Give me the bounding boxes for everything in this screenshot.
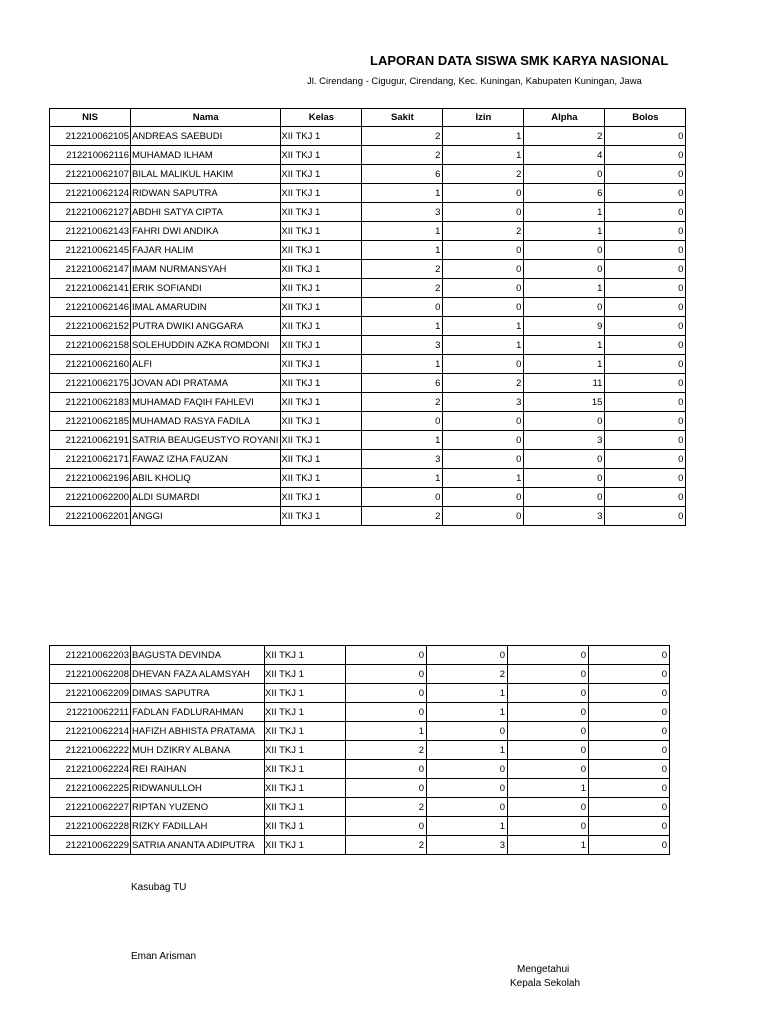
cell-alpha: 1 (524, 336, 605, 355)
cell-alpha: 0 (508, 798, 589, 817)
cell-alpha: 0 (524, 165, 605, 184)
cell-kelas: XII TKJ 1 (265, 722, 346, 741)
cell-nama: ANDREAS SAEBUDI (131, 127, 281, 146)
table-row (50, 741, 670, 760)
header-izin: Izin (443, 109, 524, 127)
cell-nama: IMAL AMARUDIN (131, 298, 281, 317)
cell-nama: BILAL MALIKUL HAKIM (131, 165, 281, 184)
cell-kelas: XII TKJ 1 (281, 355, 362, 374)
cell-nis: 212210062229 (50, 836, 131, 855)
cell-kelas: XII TKJ 1 (281, 203, 362, 222)
cell-nis: 212210062105 (50, 127, 131, 146)
cell-nis: 212210062116 (50, 146, 131, 165)
cell-sakit: 1 (346, 722, 427, 741)
cell-nis: 212210062222 (50, 741, 131, 760)
cell-kelas: XII TKJ 1 (281, 222, 362, 241)
cell-sakit: 0 (362, 488, 443, 507)
cell-izin: 0 (443, 203, 524, 222)
cell-nis: 212210062225 (50, 779, 131, 798)
cell-izin: 0 (443, 298, 524, 317)
cell-bolos: 0 (589, 779, 670, 798)
cell-kelas: XII TKJ 1 (265, 798, 346, 817)
cell-izin: 3 (427, 836, 508, 855)
cell-sakit: 2 (362, 507, 443, 526)
cell-sakit: 0 (346, 817, 427, 836)
cell-kelas: XII TKJ 1 (281, 431, 362, 450)
cell-nama: REI RAIHAN (131, 760, 265, 779)
cell-alpha: 15 (524, 393, 605, 412)
cell-alpha: 0 (508, 722, 589, 741)
cell-bolos: 0 (589, 760, 670, 779)
table-row (50, 450, 686, 469)
cell-izin: 0 (443, 184, 524, 203)
table-row (50, 317, 686, 336)
cell-nis: 212210062171 (50, 450, 131, 469)
student-table-page1 (49, 108, 686, 526)
table-row (50, 355, 686, 374)
cell-nis: 212210062127 (50, 203, 131, 222)
table-row (50, 127, 686, 146)
school-address: Jl. Cirendang - Cigugur, Cirendang, Kec. Kuningan, Kabupaten Kuningan, Jawa (307, 76, 642, 87)
cell-kelas: XII TKJ 1 (265, 665, 346, 684)
cell-izin: 2 (443, 374, 524, 393)
cell-nis: 212210062201 (50, 507, 131, 526)
cell-bolos: 0 (589, 722, 670, 741)
table-header-row (50, 109, 686, 127)
table-row (50, 336, 686, 355)
cell-kelas: XII TKJ 1 (281, 507, 362, 526)
cell-nis: 212210062175 (50, 374, 131, 393)
cell-bolos: 0 (605, 184, 686, 203)
cell-alpha: 1 (508, 836, 589, 855)
cell-izin: 0 (443, 507, 524, 526)
cell-izin: 1 (427, 741, 508, 760)
cell-nis: 212210062146 (50, 298, 131, 317)
cell-nis: 212210062143 (50, 222, 131, 241)
cell-izin: 1 (427, 684, 508, 703)
cell-sakit: 0 (346, 760, 427, 779)
cell-alpha: 0 (508, 703, 589, 722)
cell-kelas: XII TKJ 1 (281, 469, 362, 488)
cell-nama: ALFI (131, 355, 281, 374)
cell-bolos: 0 (605, 165, 686, 184)
cell-kelas: XII TKJ 1 (281, 241, 362, 260)
table-row (50, 279, 686, 298)
cell-sakit: 1 (362, 184, 443, 203)
table-row (50, 298, 686, 317)
cell-izin: 0 (443, 488, 524, 507)
cell-nama: FAJAR HALIM (131, 241, 281, 260)
cell-izin: 1 (443, 336, 524, 355)
cell-izin: 0 (443, 412, 524, 431)
cell-nama: RIDWANULLOH (131, 779, 265, 798)
header-bolos: Bolos (605, 109, 686, 127)
cell-alpha: 6 (524, 184, 605, 203)
cell-nis: 212210062196 (50, 469, 131, 488)
cell-nis: 212210062147 (50, 260, 131, 279)
cell-sakit: 2 (362, 146, 443, 165)
cell-izin: 2 (427, 665, 508, 684)
cell-kelas: XII TKJ 1 (281, 260, 362, 279)
cell-nama: RIZKY FADILLAH (131, 817, 265, 836)
cell-kelas: XII TKJ 1 (281, 165, 362, 184)
table-row (50, 374, 686, 393)
cell-alpha: 0 (524, 298, 605, 317)
signature-left-name: Eman Arisman (131, 951, 197, 962)
cell-bolos: 0 (605, 412, 686, 431)
cell-nis: 212210062160 (50, 355, 131, 374)
cell-nama: ERIK SOFIANDI (131, 279, 281, 298)
cell-izin: 3 (443, 393, 524, 412)
cell-alpha: 0 (524, 450, 605, 469)
cell-sakit: 1 (362, 431, 443, 450)
cell-kelas: XII TKJ 1 (265, 760, 346, 779)
cell-nama: FADLAN FADLURAHMAN (131, 703, 265, 722)
cell-izin: 0 (427, 779, 508, 798)
cell-bolos: 0 (605, 355, 686, 374)
cell-nama: RIDWAN SAPUTRA (131, 184, 281, 203)
cell-nama: FAWAZ IZHA FAUZAN (131, 450, 281, 469)
cell-sakit: 1 (362, 241, 443, 260)
cell-nama: DIMAS SAPUTRA (131, 684, 265, 703)
table-row (50, 779, 670, 798)
cell-izin: 0 (427, 646, 508, 665)
cell-nis: 212210062183 (50, 393, 131, 412)
cell-bolos: 0 (589, 836, 670, 855)
cell-nis: 212210062185 (50, 412, 131, 431)
cell-bolos: 0 (605, 222, 686, 241)
header-alpha: Alpha (524, 109, 605, 127)
table-row (50, 412, 686, 431)
cell-alpha: 0 (524, 241, 605, 260)
cell-izin: 1 (443, 127, 524, 146)
cell-nis: 212210062203 (50, 646, 131, 665)
cell-sakit: 1 (362, 222, 443, 241)
cell-bolos: 0 (605, 203, 686, 222)
cell-sakit: 0 (362, 412, 443, 431)
cell-alpha: 0 (508, 665, 589, 684)
cell-nis: 212210062158 (50, 336, 131, 355)
cell-sakit: 3 (362, 450, 443, 469)
table-row (50, 646, 670, 665)
cell-bolos: 0 (605, 317, 686, 336)
header-kelas: Kelas (281, 109, 362, 127)
cell-sakit: 6 (362, 165, 443, 184)
cell-kelas: XII TKJ 1 (265, 703, 346, 722)
signature-left-title: Kasubag TU (131, 882, 187, 893)
cell-nama: ABDHI SATYA CIPTA (131, 203, 281, 222)
cell-alpha: 0 (524, 260, 605, 279)
cell-sakit: 0 (346, 665, 427, 684)
cell-sakit: 2 (362, 127, 443, 146)
cell-nama: FAHRI DWI ANDIKA (131, 222, 281, 241)
cell-kelas: XII TKJ 1 (265, 741, 346, 760)
cell-alpha: 0 (524, 412, 605, 431)
cell-sakit: 2 (346, 741, 427, 760)
cell-kelas: XII TKJ 1 (281, 127, 362, 146)
student-table-page2 (49, 645, 670, 855)
table-row (50, 260, 686, 279)
table-row (50, 203, 686, 222)
cell-nama: HAFIZH ABHISTA PRATAMA (131, 722, 265, 741)
cell-bolos: 0 (589, 741, 670, 760)
cell-nama: ABIL KHOLIQ (131, 469, 281, 488)
cell-nama: MUHAMAD ILHAM (131, 146, 281, 165)
cell-sakit: 0 (346, 646, 427, 665)
cell-kelas: XII TKJ 1 (281, 488, 362, 507)
cell-nis: 212210062209 (50, 684, 131, 703)
cell-kelas: XII TKJ 1 (281, 317, 362, 336)
cell-izin: 0 (443, 241, 524, 260)
table-row (50, 469, 686, 488)
cell-sakit: 1 (362, 317, 443, 336)
cell-izin: 0 (427, 798, 508, 817)
cell-bolos: 0 (605, 488, 686, 507)
cell-nis: 212210062224 (50, 760, 131, 779)
table-row (50, 722, 670, 741)
cell-sakit: 6 (362, 374, 443, 393)
cell-nis: 212210062107 (50, 165, 131, 184)
cell-bolos: 0 (605, 336, 686, 355)
cell-nama: RIPTAN YUZENO (131, 798, 265, 817)
cell-nama: SATRIA ANANTA ADIPUTRA (131, 836, 265, 855)
table-row (50, 703, 670, 722)
cell-nis: 212210062227 (50, 798, 131, 817)
cell-sakit: 2 (362, 279, 443, 298)
cell-alpha: 1 (524, 222, 605, 241)
cell-bolos: 0 (605, 127, 686, 146)
cell-alpha: 3 (524, 431, 605, 450)
table-row (50, 393, 686, 412)
cell-alpha: 0 (508, 817, 589, 836)
cell-sakit: 0 (362, 298, 443, 317)
cell-nama: IMAM NURMANSYAH (131, 260, 281, 279)
cell-kelas: XII TKJ 1 (281, 412, 362, 431)
cell-alpha: 1 (524, 203, 605, 222)
cell-sakit: 2 (362, 260, 443, 279)
cell-bolos: 0 (589, 646, 670, 665)
cell-kelas: XII TKJ 1 (265, 646, 346, 665)
cell-nis: 212210062145 (50, 241, 131, 260)
cell-bolos: 0 (605, 431, 686, 450)
cell-nis: 212210062211 (50, 703, 131, 722)
cell-kelas: XII TKJ 1 (281, 450, 362, 469)
cell-alpha: 0 (524, 488, 605, 507)
cell-sakit: 2 (346, 836, 427, 855)
cell-bolos: 0 (589, 703, 670, 722)
cell-nama: MUHAMAD FAQIH FAHLEVI (131, 393, 281, 412)
header-sakit: Sakit (362, 109, 443, 127)
cell-sakit: 1 (362, 355, 443, 374)
cell-izin: 2 (443, 165, 524, 184)
cell-izin: 0 (443, 431, 524, 450)
cell-sakit: 3 (362, 203, 443, 222)
cell-nama: SATRIA BEAUGEUSTYO ROYANI (131, 431, 281, 450)
cell-izin: 1 (443, 469, 524, 488)
cell-nama: MUH DZIKRY ALBANA (131, 741, 265, 760)
cell-bolos: 0 (589, 798, 670, 817)
cell-nama: JOVAN ADI PRATAMA (131, 374, 281, 393)
cell-alpha: 1 (524, 355, 605, 374)
cell-nama: SOLEHUDDIN AZKA ROMDONI (131, 336, 281, 355)
cell-bolos: 0 (605, 279, 686, 298)
cell-kelas: XII TKJ 1 (281, 146, 362, 165)
cell-alpha: 1 (524, 279, 605, 298)
cell-sakit: 2 (346, 798, 427, 817)
cell-izin: 0 (443, 450, 524, 469)
report-title: LAPORAN DATA SISWA SMK KARYA NASIONAL (370, 53, 669, 68)
cell-kelas: XII TKJ 1 (265, 779, 346, 798)
cell-bolos: 0 (605, 469, 686, 488)
cell-bolos: 0 (605, 450, 686, 469)
cell-kelas: XII TKJ 1 (281, 336, 362, 355)
header-nis: NIS (50, 109, 131, 127)
cell-sakit: 2 (362, 393, 443, 412)
cell-nis: 212210062124 (50, 184, 131, 203)
cell-alpha: 2 (524, 127, 605, 146)
cell-izin: 2 (443, 222, 524, 241)
cell-nama: ANGGI (131, 507, 281, 526)
cell-bolos: 0 (605, 374, 686, 393)
cell-izin: 1 (427, 703, 508, 722)
cell-kelas: XII TKJ 1 (281, 374, 362, 393)
cell-alpha: 11 (524, 374, 605, 393)
table-row (50, 165, 686, 184)
cell-kelas: XII TKJ 1 (265, 836, 346, 855)
cell-nis: 212210062141 (50, 279, 131, 298)
table-row (50, 222, 686, 241)
cell-izin: 0 (443, 279, 524, 298)
table-row (50, 241, 686, 260)
table-row (50, 431, 686, 450)
cell-izin: 0 (427, 760, 508, 779)
cell-izin: 1 (427, 817, 508, 836)
table-row (50, 488, 686, 507)
cell-sakit: 1 (362, 469, 443, 488)
header-nama: Nama (131, 109, 281, 127)
cell-nama: DHEVAN FAZA ALAMSYAH (131, 665, 265, 684)
cell-sakit: 0 (346, 779, 427, 798)
signature-right-line2: Kepala Sekolah (510, 978, 581, 989)
cell-bolos: 0 (589, 817, 670, 836)
cell-izin: 0 (427, 722, 508, 741)
cell-alpha: 9 (524, 317, 605, 336)
signature-right-line1: Mengetahui (517, 964, 570, 975)
cell-nis: 212210062228 (50, 817, 131, 836)
cell-nama: BAGUSTA DEVINDA (131, 646, 265, 665)
cell-bolos: 0 (605, 393, 686, 412)
cell-alpha: 0 (524, 469, 605, 488)
cell-kelas: XII TKJ 1 (281, 279, 362, 298)
cell-nis: 212210062152 (50, 317, 131, 336)
cell-nama: ALDI SUMARDI (131, 488, 281, 507)
cell-nis: 212210062208 (50, 665, 131, 684)
cell-nis: 212210062214 (50, 722, 131, 741)
cell-alpha: 0 (508, 760, 589, 779)
cell-izin: 0 (443, 260, 524, 279)
cell-izin: 1 (443, 317, 524, 336)
cell-alpha: 3 (524, 507, 605, 526)
cell-nis: 212210062200 (50, 488, 131, 507)
cell-kelas: XII TKJ 1 (281, 393, 362, 412)
table-row (50, 760, 670, 779)
cell-nis: 212210062191 (50, 431, 131, 450)
cell-alpha: 4 (524, 146, 605, 165)
cell-alpha: 0 (508, 684, 589, 703)
table-row (50, 684, 670, 703)
cell-sakit: 3 (362, 336, 443, 355)
cell-kelas: XII TKJ 1 (265, 684, 346, 703)
cell-kelas: XII TKJ 1 (281, 184, 362, 203)
cell-sakit: 0 (346, 703, 427, 722)
cell-bolos: 0 (605, 260, 686, 279)
cell-alpha: 0 (508, 646, 589, 665)
cell-kelas: XII TKJ 1 (265, 817, 346, 836)
cell-nama: PUTRA DWIKI ANGGARA (131, 317, 281, 336)
table-row (50, 836, 670, 855)
cell-alpha: 1 (508, 779, 589, 798)
cell-bolos: 0 (605, 507, 686, 526)
cell-bolos: 0 (605, 298, 686, 317)
table-row (50, 817, 670, 836)
cell-nama: MUHAMAD RASYA FADILA (131, 412, 281, 431)
cell-bolos: 0 (589, 684, 670, 703)
table-row (50, 507, 686, 526)
cell-bolos: 0 (605, 146, 686, 165)
table-row (50, 665, 670, 684)
cell-kelas: XII TKJ 1 (281, 298, 362, 317)
table-row (50, 184, 686, 203)
cell-sakit: 0 (346, 684, 427, 703)
cell-bolos: 0 (589, 665, 670, 684)
cell-izin: 0 (443, 355, 524, 374)
cell-bolos: 0 (605, 241, 686, 260)
table-row (50, 798, 670, 817)
cell-alpha: 0 (508, 741, 589, 760)
table-row (50, 146, 686, 165)
cell-izin: 1 (443, 146, 524, 165)
